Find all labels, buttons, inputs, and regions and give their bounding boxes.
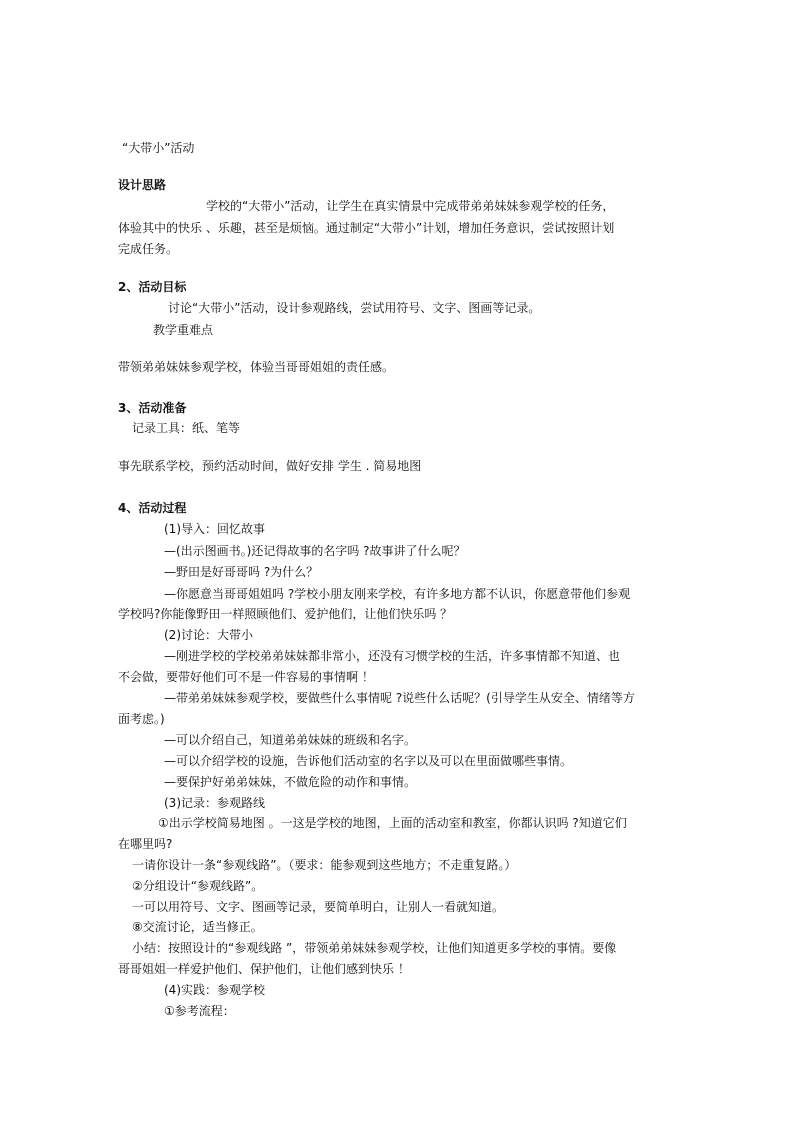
process-line: 面考虑。): [118, 712, 165, 726]
goals-line: 讨论“大带小”活动，设计参观路线，尝试用符号、文字、图画等记录。: [168, 301, 541, 315]
process-line: (4)实践：参观学校: [164, 983, 265, 997]
process-line: 不会做，要带好他们可不是一件容易的事情啊 ！: [118, 670, 374, 684]
prep-line: 记录工具：纸、笔等: [132, 421, 241, 435]
process-line: (2)讨论：大带小: [164, 628, 253, 642]
process-line: —野田是好哥哥吗 ?为什么？: [164, 565, 319, 579]
process-line: (1)导入：回忆故事: [164, 522, 265, 536]
design-para-line: 学校的“大带小”活动，让学生在真实情景中完成带弟弟妹妹参观学校的任务，: [206, 199, 615, 213]
process-line: —可以介绍学校的设施，告诉他们活动室的名字以及可以在里面做哪些事情。: [164, 754, 573, 768]
process-line: —(出示图画书。)还记得故事的名字吗 ?故事讲了什么呢？: [164, 544, 466, 558]
process-heading: 4、活动过程: [118, 501, 187, 515]
prep-line: 事先联系学校，预约活动时间，做好安排 学生 . 简易地图: [118, 459, 422, 473]
design-para-line: 体验其中的快乐 、乐趣，甚至是烦恼。通过制定“大带小”计划，增加任务意识，尝试按照计划: [118, 221, 615, 235]
goals-heading: 2、活动目标: [118, 280, 187, 294]
process-line: 一可以用符号、文字、图画等记录，要简单明白，让别人一看就知道。: [132, 900, 505, 914]
doc-title: “大带小”活动: [122, 141, 195, 155]
process-line: —要保护好弟弟妹妹，不做危险的动作和事情。: [164, 775, 417, 789]
process-line: ②分组设计“参观线路”。: [132, 879, 264, 893]
process-line: 一请你设计一条“参观线路”。（要求：能参观到这些地方；不走重复路。）: [132, 858, 517, 872]
process-line: (3)记录：参观路线: [164, 796, 265, 810]
process-line: ⑧交流讨论，适当修正。: [132, 920, 263, 934]
process-line: 学校吗?你能像野田一样照顾他们、爱护他们，让他们快乐吗 ？: [118, 607, 453, 621]
process-line: —刚进学校的学校弟弟妹妹都非常小，还没有习惯学校的生活，许多事情都不知道、也: [164, 649, 621, 663]
process-line: 哥哥姐姐一样爱护他们、保护他们，让他们感到快乐 ！: [118, 962, 410, 976]
design-para-line: 完成任务。: [118, 242, 179, 256]
prep-heading: 3、活动准备: [118, 401, 187, 415]
process-line: ①参考流程：: [164, 1004, 235, 1018]
design-heading: 设计思路: [118, 178, 167, 192]
process-line: 在哪里吗?: [118, 837, 173, 851]
process-line: —可以介绍自己，知道弟弟妹妹的班级和名字。: [164, 733, 417, 747]
difficulty-line: 带领弟弟妹妹参观学校，体验当哥哥姐姐的责任感。: [118, 360, 395, 374]
process-line: 小结：按照设计的“参观线路 ”，带领弟弟妹妹参观学校，让他们知道更多学校的事情。要像: [132, 941, 617, 955]
process-line: ①出示学校简易地图 。一这是学校的地图，上面的活动室和教室，你都认识吗 ?知道它们: [158, 816, 627, 830]
process-line: —带弟弟妹妹参观学校，要做些什么事情呢 ?说些什么话呢？(引导学生从安全、情绪等方: [164, 691, 635, 705]
process-line: —你愿意当哥哥姐姐吗 ?学校小朋友刚来学校，有许多地方都不认识，你愿意带他们参观: [164, 587, 631, 601]
difficulty-heading: 教学重难点: [153, 323, 214, 337]
